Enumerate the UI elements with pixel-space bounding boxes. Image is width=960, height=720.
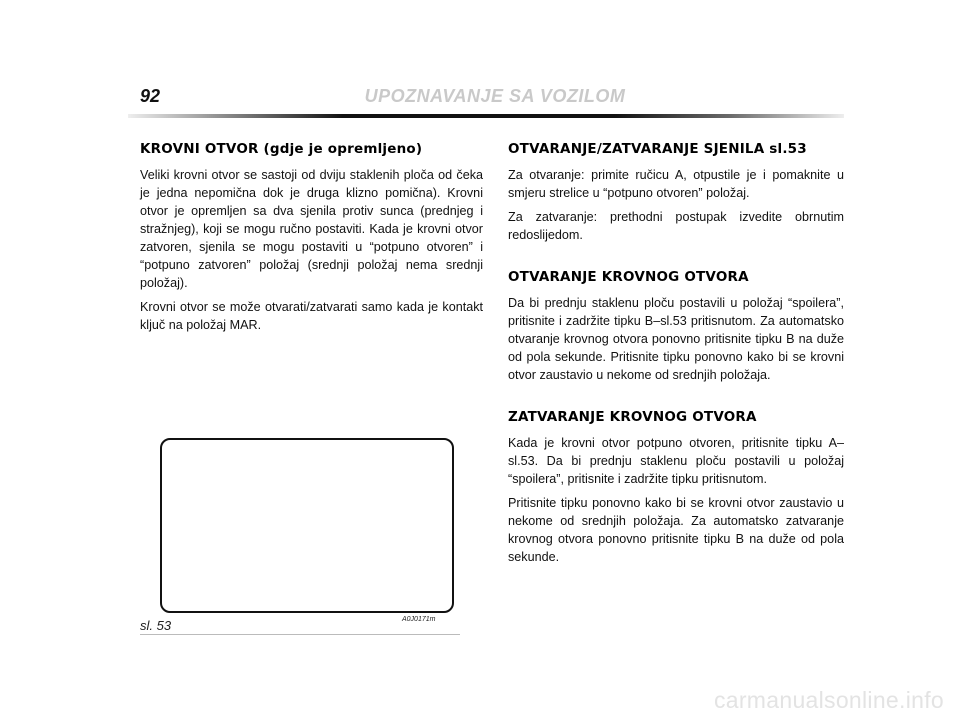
paragraph: Kada je krovni otvor potpuno otvoren, pritisnite tipku A–sl.53. Da bi prednju staklenu ploču postavili u položaj “spoilera”, pritisnite i zadržite tipku pritisnutom. xyxy=(508,436,844,486)
watermark: carmanualsonline.info xyxy=(713,687,944,713)
section-heading-sjenila: OTVARANJE/ZATVARANJE SJENILA sl.53 xyxy=(508,141,807,157)
figure-caption: sl. 53 xyxy=(140,618,172,633)
paragraph: Da bi prednju staklenu ploču postavili u položaj “spoilera”, pritisnite i zadržite tipku B–sl.53 pritisnutom. Za automatsko otvaranje krovnog otvora ponovno pritisnite tipku B na duže od pola sekunde. Pritisnite tipku ponovno kako bi se krovni otvor zaustavio u nekome od srednjih položaja. xyxy=(508,296,844,382)
paragraph: Krovni otvor se može otvarati/zatvarati samo kada je kontakt ključ na položaj MAR. xyxy=(140,300,483,332)
left-column xyxy=(140,140,483,340)
figure-code: A0J0171m xyxy=(402,616,436,623)
caption-divider xyxy=(140,634,460,635)
paragraph: Veliki krovni otvor se sastoji od dviju staklenih ploča od čeka je jedna nepomična dok je druga klizno pomična). Krovni otvor je opremljen sa dva sjenila protiv sunca (prednjeg i stražnjeg), koji se mogu ručno postaviti. Kada je krovni otvor zatvoren, sjenila se mogu postaviti u “potpuno otvoren” i “potpuno zatvoren” položaj (srednji položaj nema srednji položaj). xyxy=(140,168,483,290)
page-number: 92 xyxy=(140,86,161,106)
section-heading-zatvaranje: ZATVARANJE KROVNOG OTVORA xyxy=(508,409,757,425)
section-heading-krovni-otvor: KROVNI OTVOR (gdje je opremljeno) xyxy=(140,141,423,157)
paragraph: Za zatvaranje: prethodni postupak izvedite obrnutim redoslijedom. xyxy=(508,210,844,242)
paragraph: Za otvaranje: primite ručicu A, otpustile je i pomaknite u smjeru strelice u “potpuno otvoren” položaj. xyxy=(508,168,844,200)
page-title: UPOZNAVANJE SA VOZILOM xyxy=(364,86,626,106)
paragraph: Pritisnite tipku ponovno kako bi se krovni otvor zaustavio u nekome od srednjih položaja. Za automatsko zatvaranje krovnog otvora ponovno pritisnite tipku B na duže od pola sekunde. xyxy=(508,496,844,564)
section-heading-otvaranje: OTVARANJE KROVNOG OTVORA xyxy=(508,269,749,285)
figure-placeholder xyxy=(160,438,454,613)
header-divider xyxy=(128,114,844,118)
right-column xyxy=(508,140,844,572)
